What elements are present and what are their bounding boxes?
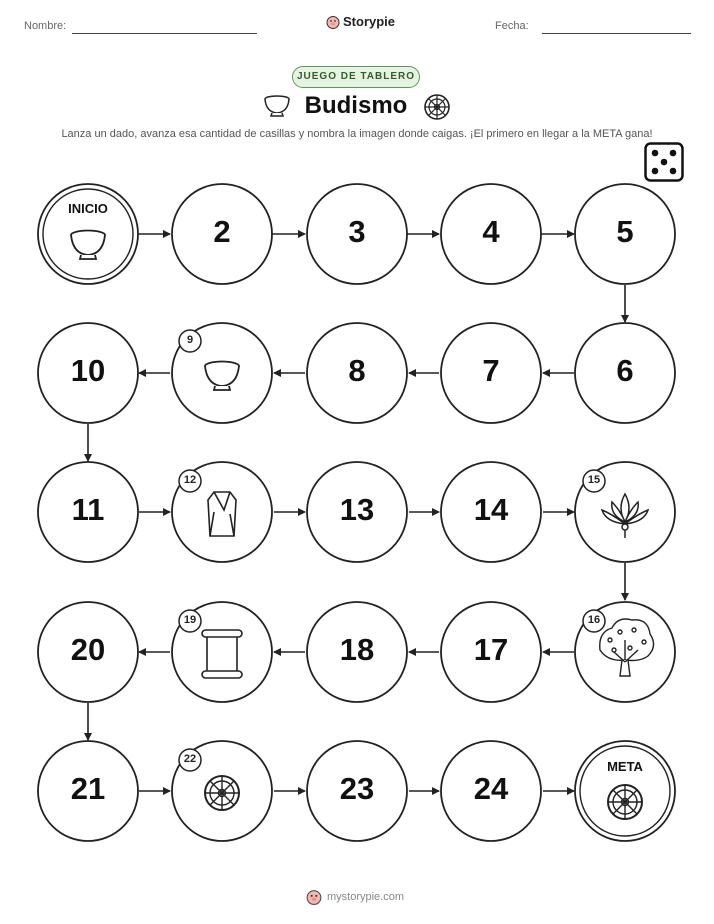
space-number: 18	[339, 632, 375, 667]
space-number: 2	[213, 214, 231, 249]
robe-icon	[208, 492, 236, 536]
dharma-wheel-icon	[205, 776, 239, 810]
space-number: 4	[482, 214, 500, 249]
scroll-icon	[202, 630, 242, 678]
category-badge: JUEGO DE TABLERO	[292, 66, 420, 88]
space-number: 11	[71, 492, 105, 527]
date-label: Fecha:	[495, 20, 529, 32]
pig-logo-icon	[306, 889, 322, 905]
brand-name: Storypie	[343, 14, 396, 29]
footer	[306, 889, 404, 905]
space-number: 14	[473, 492, 509, 527]
space-number: 20	[70, 632, 106, 667]
space-number-badge: 16	[587, 614, 601, 626]
space-number: 24	[473, 771, 509, 806]
space-number: 10	[70, 353, 106, 388]
name-label: Nombre:	[24, 20, 67, 32]
space-number: 21	[70, 771, 106, 806]
page-title: Budismo	[304, 92, 408, 119]
start-label: INICIO	[68, 201, 108, 216]
footer-url[interactable]: mystorypie.com	[327, 891, 405, 903]
board-space-start	[38, 184, 138, 284]
space-number: 6	[616, 353, 634, 388]
space-number: 17	[473, 632, 509, 667]
space-number: 7	[482, 353, 500, 388]
space-number: 23	[339, 771, 375, 806]
space-number: 3	[348, 214, 366, 249]
space-number: 8	[348, 353, 366, 388]
space-number: 13	[339, 492, 375, 527]
space-number-badge: 22	[183, 753, 197, 765]
space-number-badge: 12	[183, 474, 197, 486]
board-space-goal	[575, 741, 675, 841]
goal-label: META	[607, 759, 643, 774]
space-number: 5	[616, 214, 634, 249]
space-number-badge: 9	[186, 334, 194, 346]
space-number-badge: 19	[183, 614, 197, 626]
space-number-badge: 15	[587, 474, 601, 486]
dharma-wheel-icon	[608, 785, 642, 819]
instructions: Lanza un dado, avanza esa cantidad de casillas y nombra la imagen donde caigas. ¡El primero en llegar a la META gana!	[61, 128, 653, 140]
